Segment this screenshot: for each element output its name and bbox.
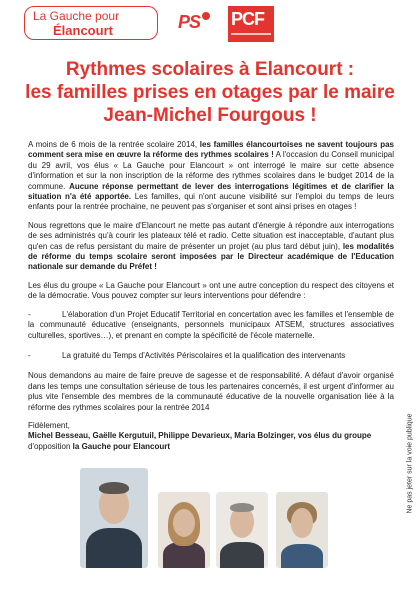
rose-icon xyxy=(202,12,210,20)
p1-bold-b: les familles élancourtoises ne savent toujours pas comment sera mise en œuvre la réforme des rythmes scolaires ! xyxy=(28,140,394,160)
closing-signatories: Michel Besseau, Gaëlle Kergutuil, Philippe Devarieux, Maria Bolzinger, vos élus du groupe xyxy=(28,431,372,441)
paragraph-2 xyxy=(28,221,394,273)
photo-man-1 xyxy=(80,468,148,568)
page-title xyxy=(10,58,410,127)
title-line3: Jean-Michel Fourgous ! xyxy=(103,105,317,126)
closing-group-name: la Gauche pour Elancourt xyxy=(72,441,171,451)
face-shape xyxy=(173,509,195,537)
la-gauche-pour-elancourt-logo xyxy=(24,6,158,40)
photo-man-2 xyxy=(216,492,268,568)
hair-shape xyxy=(230,503,254,512)
bullet-mark: - xyxy=(28,350,31,360)
demands-list xyxy=(28,310,394,362)
pcf-logo-underline xyxy=(231,33,271,35)
pcf-logo-text: PCF xyxy=(231,9,264,29)
elected-officials-photos xyxy=(0,458,420,588)
side-note-text: Ne pas jeter sur la voie publique xyxy=(406,413,414,514)
paragraph-3: Les élus du groupe « La Gauche pour Elancourt » ont une autre conception du respect des citoyens et de la démocratie. Vous pouvez compter sur leurs interventions pour défendre : xyxy=(28,280,394,301)
face-shape xyxy=(291,508,313,538)
title-line2: les familles prises en otages par le maire xyxy=(25,82,395,103)
ps-logo-text: PS xyxy=(178,12,201,32)
title-line1: Rythmes scolaires à Elancourt : xyxy=(65,59,355,80)
closing-line1: Fidèlement, xyxy=(28,420,70,430)
photo-woman-2 xyxy=(276,492,328,568)
list-item xyxy=(28,310,394,341)
logo-line1: La Gauche pour xyxy=(33,9,120,23)
p1-text-c: A l'occasion du Conseil municipal du 29 avril, vos élus « La Gauche pour Elancourt » ont interrogé le maire sur cette absence d'information et sur la non inscription de la réforme des rythmes scolaires dans le budget 2014 de la commune. xyxy=(28,150,394,191)
closing-line3-a: d'opposition xyxy=(28,441,73,451)
photo-woman-1 xyxy=(158,492,210,568)
ps-logo xyxy=(178,10,214,36)
paragraph-1 xyxy=(28,140,394,213)
pcf-logo xyxy=(228,6,274,42)
suit-shape xyxy=(220,542,264,568)
header xyxy=(0,0,420,52)
bullet-mark: - xyxy=(28,309,31,319)
paragraph-4: Nous demandons au maire de faire preuve de sagesse et de responsabilité. A défaut d'avoir organisé dans les temps une consultation sérieuse de tous les partenaires concernés, il est urgent d'informer au plus vite l'ensemble des membres de la communauté éducative de la nouvelle organisation liée à la réforme des rythmes scolaires pour la rentrée 2014 xyxy=(28,371,394,412)
bullet1-text: L'élaboration d'un Projet Educatif Territorial en concertation avec les familles et l'ensemble de la communauté éducative (enseignants, personnels municipaux ATSEM, structures associatives culturelles, sportives…), et prenant en compte la spécificité de l'école maternelle. xyxy=(28,309,394,340)
hair-shape xyxy=(99,482,129,494)
p1-bold-d: Aucune réponse permettant de lever des interrogations légitimes et de clarifier la situation n'a été apportée. xyxy=(28,181,394,202)
closing xyxy=(28,421,394,452)
suit-shape xyxy=(86,528,142,568)
bullet2-text: La gratuité du Temps d'Activités Périscolaires et la qualification des intervenants xyxy=(62,350,346,360)
p2-text-a: Nous regrettons que le maire d'Elancourt ne mette pas autant d'énergie à répondre aux interrogations de ses administrés qu'à courir les plateaux télé et radio. Cette situation est inacceptable, d'autant plus qu'en cas de refus persistant du maire de présenter un projet (au plus tard début juin), xyxy=(28,220,394,251)
top-shape xyxy=(281,544,323,568)
p1-text-a: A moins de 6 mois de la rentrée scolaire 2014, xyxy=(28,140,200,149)
logo-line2: Élancourt xyxy=(53,23,113,38)
list-item xyxy=(28,351,394,361)
p2-bold-b: les modalités de réforme du temps scolaire seront imposées par le Directeur académique de l'Education nationale sur demande du Préfet ! xyxy=(28,241,395,272)
p1-text-e: Les familles, qui n'ont aucune visibilité sur l'emploi du temps de leurs enfants pour la rentrée prochaine, ne peuvent pas s'organiser et sont ainsi prises en otages ! xyxy=(28,192,394,212)
letter-body xyxy=(28,140,394,452)
